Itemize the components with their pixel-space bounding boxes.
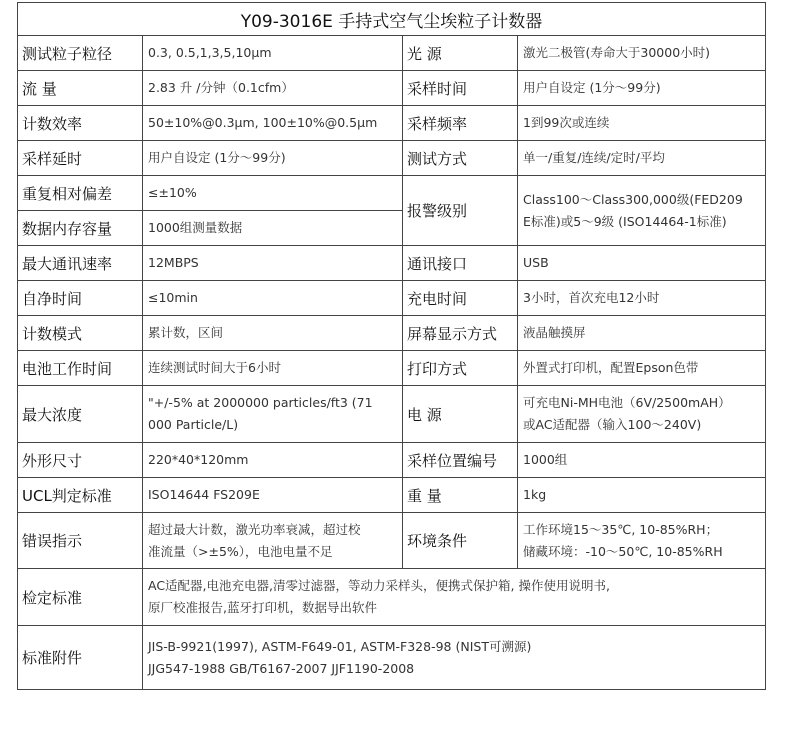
spec-label: 重复相对偏差 xyxy=(18,176,143,211)
table-row xyxy=(18,478,766,513)
spec-value-line: 000 Particle/L) xyxy=(148,417,239,432)
spec-label: 环境条件 xyxy=(403,513,518,569)
spec-value: ISO14644 FS209E xyxy=(143,478,403,513)
spec-value xyxy=(518,386,766,443)
spec-label: 采样时间 xyxy=(403,71,518,106)
spec-label: 报警级别 xyxy=(403,176,518,246)
spec-label: 最大浓度 xyxy=(18,386,143,443)
table-row xyxy=(18,176,766,211)
spec-value: 外置式打印机，配置Epson色带 xyxy=(518,351,766,386)
spec-value-line: 准流量（>±5%），电池电量不足 xyxy=(148,543,333,559)
spec-label: 采样位置编号 xyxy=(403,443,518,478)
spec-label: 标准附件 xyxy=(18,626,143,690)
spec-value: ≤±10% xyxy=(143,176,403,211)
spec-value xyxy=(518,176,766,246)
spec-value: 激光二极管(寿命大于30000小时) xyxy=(518,36,766,71)
spec-label: 错误指示 xyxy=(18,513,143,569)
spec-value: 50±10%@0.3μm, 100±10%@0.5μm xyxy=(143,106,403,141)
spec-label: 采样频率 xyxy=(403,106,518,141)
spec-label: 测试粒子粒径 xyxy=(18,36,143,71)
table-row xyxy=(18,626,766,690)
spec-value-line: Class100～Class300,000级(FED209 xyxy=(523,191,743,207)
spec-label: 数据内存容量 xyxy=(18,211,143,246)
table-row xyxy=(18,569,766,626)
spec-value-line: 或AC适配器（输入100～240V) xyxy=(523,417,702,432)
table-row xyxy=(18,386,766,443)
table-row xyxy=(18,316,766,351)
spec-value: 1kg xyxy=(518,478,766,513)
spec-label: UCL判定标准 xyxy=(18,478,143,513)
spec-value-line: 原厂校准报告,蓝牙打印机，数据导出软件 xyxy=(148,600,377,615)
table-row xyxy=(18,246,766,281)
spec-label: 流 量 xyxy=(18,71,143,106)
spec-label: 外形尺寸 xyxy=(18,443,143,478)
spec-value-line: 超过最大计数，激光功率衰减，超过校 xyxy=(148,521,361,537)
spec-value: 12MBPS xyxy=(143,246,403,281)
spec-value: 220*40*120mm xyxy=(143,443,403,478)
spec-label: 计数效率 xyxy=(18,106,143,141)
spec-value: 连续测试时间大于6小时 xyxy=(143,351,403,386)
spec-label: 计数模式 xyxy=(18,316,143,351)
spec-value-line: JIS-B-9921(1997), ASTM-F649-01, ASTM-F328-98 (NIST可溯源) xyxy=(148,638,532,654)
spec-value: 1000组测量数据 xyxy=(143,211,403,246)
table-title: Y09-3016E 手持式空气尘埃粒子计数器 xyxy=(18,3,766,36)
spec-label: 打印方式 xyxy=(403,351,518,386)
spec-value-line: AC适配器,电池充电器,清零过滤器，等动力采样头，便携式保护箱, 操作使用说明书, xyxy=(148,578,610,593)
spec-value: ≤10min xyxy=(143,281,403,316)
spec-label: 光 源 xyxy=(403,36,518,71)
spec-value: 用户自设定 (1分～99分) xyxy=(518,71,766,106)
spec-label: 测试方式 xyxy=(403,141,518,176)
spec-value-line: 储藏环境：-10～50℃, 10-85%RH xyxy=(523,543,723,559)
spec-label: 屏幕显示方式 xyxy=(403,316,518,351)
spec-table xyxy=(17,2,766,690)
table-row xyxy=(18,281,766,316)
spec-label: 检定标准 xyxy=(18,569,143,626)
table-row xyxy=(18,36,766,71)
spec-value: USB xyxy=(518,246,766,281)
spec-label: 重 量 xyxy=(403,478,518,513)
spec-value: 累计数，区间 xyxy=(143,316,403,351)
table-row xyxy=(18,141,766,176)
spec-value xyxy=(518,513,766,569)
spec-value: 用户自设定 (1分～99分) xyxy=(143,141,403,176)
spec-value xyxy=(143,626,766,690)
spec-value-line: "+/-5% at 2000000 particles/ft3 (71 xyxy=(148,395,373,410)
spec-value-line: E标准)或5～9级 (ISO14464-1标准) xyxy=(523,213,727,229)
spec-label: 电 源 xyxy=(403,386,518,443)
table-row xyxy=(18,351,766,386)
spec-value: 0.3, 0.5,1,3,5,10μm xyxy=(143,36,403,71)
spec-label: 采样延时 xyxy=(18,141,143,176)
spec-value xyxy=(143,569,766,626)
spec-value-line: JJG547-1988 GB/T6167-2007 JJF1190-2008 xyxy=(148,660,415,676)
spec-value xyxy=(143,513,403,569)
spec-value: 2.83 升 /分钟（0.1cfm） xyxy=(143,71,403,106)
table-row xyxy=(18,513,766,569)
spec-value-line: 工作环境15～35℃, 10-85%RH； xyxy=(523,521,719,537)
spec-label: 自净时间 xyxy=(18,281,143,316)
spec-value-line: 可充电Ni-MH电池（6V/2500mAH） xyxy=(523,395,731,410)
spec-value: 液晶触摸屏 xyxy=(518,316,766,351)
spec-label: 充电时间 xyxy=(403,281,518,316)
table-row xyxy=(18,443,766,478)
spec-value: 3小时，首次充电12小时 xyxy=(518,281,766,316)
table-row xyxy=(18,106,766,141)
spec-value xyxy=(143,386,403,443)
spec-label: 电池工作时间 xyxy=(18,351,143,386)
table-row xyxy=(18,71,766,106)
spec-label: 最大通讯速率 xyxy=(18,246,143,281)
spec-value: 1到99次或连续 xyxy=(518,106,766,141)
spec-label: 通讯接口 xyxy=(403,246,518,281)
spec-value: 单一/重复/连续/定时/平均 xyxy=(518,141,766,176)
spec-value: 1000组 xyxy=(518,443,766,478)
